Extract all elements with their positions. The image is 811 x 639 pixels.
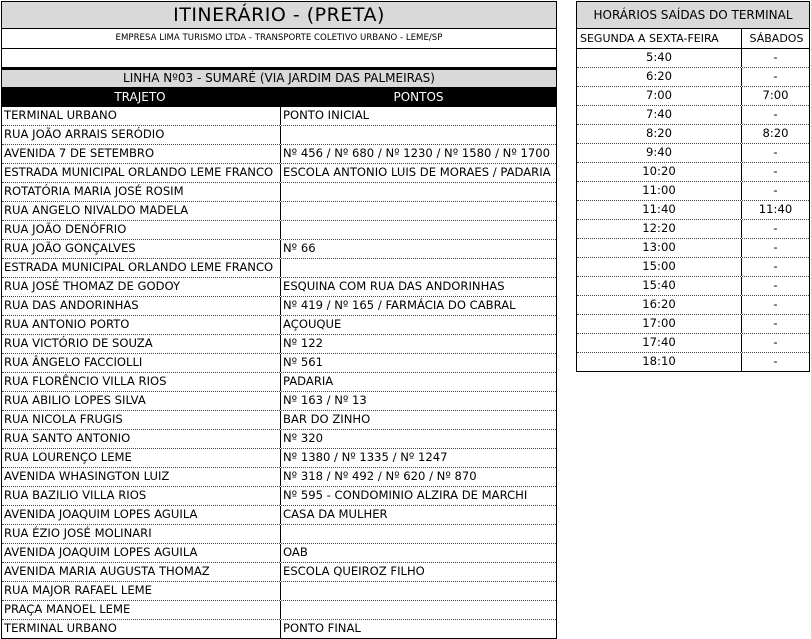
saturday-time: - (773, 50, 778, 64)
pontos-cell: BAR DO ZINHO (283, 412, 371, 426)
table-row (2, 411, 556, 430)
table-row (2, 240, 556, 259)
route-table (1, 107, 557, 639)
divider (280, 183, 281, 201)
saturday-time: - (773, 145, 778, 159)
column-header-trajeto: TRAJETO (114, 90, 166, 104)
weekday-time: 11:00 (642, 183, 676, 197)
divider (280, 449, 281, 467)
table-row (2, 468, 556, 487)
divider (280, 278, 281, 296)
trajeto-cell: AVENIDA JOAQUIM LOPES AGUILA (4, 507, 198, 521)
pontos-cell: Nº 456 / Nº 680 / Nº 1230 / Nº 1580 / Nº 1700 (283, 146, 550, 160)
trajeto-cell: RUA JOÃO GONÇALVES (4, 241, 136, 255)
weekday-time: 6:20 (645, 69, 673, 83)
pontos-cell: OAB (283, 545, 308, 559)
pontos-cell: PADARIA (283, 374, 334, 388)
pontos-cell: Nº 561 (283, 355, 323, 369)
trajeto-cell: RUA FLORÊNCIO VILLA RIOS (4, 374, 167, 388)
table-row (2, 354, 556, 373)
trajeto-cell: RUA MAJOR RAFAEL LEME (4, 583, 153, 597)
divider (280, 468, 281, 486)
weekday-time: 5:40 (645, 50, 673, 64)
table-row (2, 392, 556, 411)
trajeto-cell: RUA ANTONIO PORTO (4, 317, 130, 331)
trajeto-cell: AVENIDA JOAQUIM LOPES AGUILA (4, 545, 198, 559)
trajeto-cell: RUA JOSÉ THOMAZ DE GODOY (4, 279, 181, 293)
trajeto-cell: ESTRADA MUNICIPAL ORLANDO LEME FRANCO (4, 260, 274, 274)
divider (280, 544, 281, 562)
trajeto-cell: RUA ÉZIO JOSÉ MOLINARI (4, 526, 152, 540)
column-header-saturday: SÁBADOS (749, 32, 804, 45)
trajeto-cell: RUA ABILIO LOPES SILVA (4, 393, 146, 407)
table-row (2, 126, 556, 145)
pontos-cell: Nº 419 / Nº 165 / FARMÁCIA DO CABRAL (283, 298, 516, 312)
trajeto-cell: RUA ÂNGELO FACCIOLLI (4, 355, 143, 369)
divider (280, 240, 281, 258)
trajeto-cell: RUA BAZILIO VILLA RIOS (4, 488, 147, 502)
divider (280, 221, 281, 239)
schedule-header (576, 29, 810, 49)
trajeto-cell: PRAÇA MANOEL LEME (4, 602, 131, 616)
schedule-table (576, 49, 810, 372)
table-row (2, 601, 556, 620)
divider (280, 525, 281, 543)
table-row (2, 335, 556, 354)
trajeto-cell: AVENIDA MARIA AUGUSTA THOMAZ (4, 564, 210, 578)
trajeto-cell: ROTATÓRIA MARIA JOSÉ ROSIM (4, 184, 184, 198)
table-row (2, 107, 556, 126)
table-row (2, 544, 556, 563)
table-row (2, 563, 556, 582)
column-header-weekday: SEGUNDA A SEXTA-FEIRA (580, 32, 719, 45)
divider (280, 354, 281, 372)
trajeto-cell: RUA NICOLA FRUGIS (4, 412, 123, 426)
divider (280, 145, 281, 163)
pontos-cell: PONTO INICIAL (283, 108, 370, 122)
column-header-pontos: PONTOS (393, 90, 444, 104)
pontos-cell: Nº 163 / Nº 13 (283, 393, 367, 407)
table-row (2, 506, 556, 525)
schedule-row (577, 201, 809, 220)
table-row (2, 183, 556, 202)
pontos-cell: ESQUINA COM RUA DAS ANDORINHAS (283, 279, 505, 293)
line-name: LINHA Nº03 - SUMARÉ (VIA JARDIM DAS PALMEIRAS) (1, 68, 557, 88)
divider (280, 411, 281, 429)
schedule-row (577, 277, 809, 296)
schedule-title: HORÁRIOS SAÍDAS DO TERMINAL (576, 1, 810, 29)
saturday-time: 8:20 (762, 126, 789, 140)
trajeto-cell: RUA SANTO ANTONIO (4, 431, 131, 445)
trajeto-cell: ESTRADA MUNICIPAL ORLANDO LEME FRANCO (4, 165, 274, 179)
saturday-time: - (773, 297, 778, 311)
schedule-row (577, 258, 809, 277)
schedule-row (577, 296, 809, 315)
route-table-header (1, 88, 557, 107)
schedule-row (577, 353, 809, 371)
divider (280, 506, 281, 524)
weekday-time: 18:10 (642, 354, 676, 368)
table-row (2, 487, 556, 506)
schedule-row (577, 106, 809, 125)
divider (280, 297, 281, 315)
schedule-row (577, 315, 809, 334)
weekday-time: 15:00 (642, 259, 676, 273)
divider (280, 582, 281, 600)
divider (280, 316, 281, 334)
trajeto-cell: AVENIDA 7 DE SETEMBRO (4, 146, 155, 160)
table-row (2, 164, 556, 183)
divider (280, 601, 281, 619)
table-row (2, 373, 556, 392)
weekday-time: 9:40 (645, 145, 673, 159)
trajeto-cell: TERMINAL URBANO (4, 621, 117, 635)
pontos-cell: Nº 1380 / Nº 1335 / Nº 1247 (283, 450, 448, 464)
weekday-time: 13:00 (642, 240, 676, 254)
schedule-row (577, 182, 809, 201)
table-row (2, 221, 556, 240)
saturday-time: - (773, 183, 778, 197)
schedule-row (577, 125, 809, 144)
blank-row (1, 49, 557, 68)
divider (280, 487, 281, 505)
table-row (2, 620, 556, 638)
table-row (2, 430, 556, 449)
pontos-cell: Nº 320 (283, 431, 323, 445)
divider (280, 430, 281, 448)
saturday-time: 7:00 (762, 88, 789, 102)
divider (280, 107, 281, 125)
trajeto-cell: RUA ANGELO NIVALDO MADELA (4, 203, 189, 217)
trajeto-cell: RUA DAS ANDORINHAS (4, 298, 139, 312)
pontos-cell: PONTO FINAL (283, 621, 361, 635)
saturday-time: - (773, 164, 778, 178)
pontos-cell: ESCOLA QUEIROZ FILHO (283, 564, 425, 578)
divider (741, 29, 742, 48)
table-row (2, 582, 556, 601)
saturday-time: - (773, 221, 778, 235)
weekday-time: 7:40 (645, 107, 673, 121)
weekday-time: 16:20 (642, 297, 676, 311)
weekday-time: 12:20 (642, 221, 676, 235)
weekday-time: 10:20 (642, 164, 676, 178)
table-row (2, 449, 556, 468)
saturday-time: - (773, 278, 778, 292)
trajeto-cell: RUA VICTÓRIO DE SOUZA (4, 336, 153, 350)
trajeto-cell: AVENIDA WHASINGTON LUIZ (4, 469, 170, 483)
trajeto-cell: TERMINAL URBANO (4, 108, 117, 122)
divider (280, 126, 281, 144)
weekday-time: 15:40 (642, 278, 676, 292)
divider (280, 335, 281, 353)
divider (280, 373, 281, 391)
weekday-time: 7:00 (645, 88, 673, 102)
pontos-cell: CASA DA MULHER (283, 507, 388, 521)
weekday-time: 17:00 (642, 316, 676, 330)
table-row (2, 278, 556, 297)
pontos-cell: Nº 66 (283, 241, 316, 255)
saturday-time: - (773, 316, 778, 330)
table-row (2, 316, 556, 335)
table-row (2, 202, 556, 221)
schedule-row (577, 144, 809, 163)
pontos-cell: Nº 595 - CONDOMINIO ALZIRA DE MARCHI (283, 488, 528, 502)
company-name: EMPRESA LIMA TURISMO LTDA - TRANSPORTE COLETIVO URBANO - LEME/SP (1, 29, 557, 49)
divider (280, 202, 281, 220)
saturday-time: - (773, 107, 778, 121)
trajeto-cell: RUA JOÃO DENÓFRIO (4, 222, 127, 236)
schedule-row (577, 87, 809, 106)
table-row (2, 145, 556, 164)
schedule-row (577, 334, 809, 353)
pontos-cell: ESCOLA ANTONIO LUIS DE MORAES / PADARIA (283, 165, 551, 179)
trajeto-cell: RUA JOÃO ARRAIS SERÓDIO (4, 127, 165, 141)
weekday-time: 17:40 (642, 335, 676, 349)
schedule-row (577, 220, 809, 239)
divider (280, 563, 281, 581)
pontos-cell: Nº 318 / Nº 492 / Nº 620 / Nº 870 (283, 469, 477, 483)
saturday-time: - (773, 69, 778, 83)
saturday-time: - (773, 335, 778, 349)
schedule-row (577, 163, 809, 182)
itinerary-title: ITINERÁRIO - (PRETA) (1, 1, 557, 29)
weekday-time: 11:40 (642, 202, 676, 216)
trajeto-cell: RUA LOURENÇO LEME (4, 450, 132, 464)
pontos-cell: AÇOUQUE (283, 317, 342, 331)
saturday-time: - (773, 240, 778, 254)
saturday-time: 11:40 (758, 202, 793, 216)
divider (280, 620, 281, 638)
table-row (2, 259, 556, 278)
schedule-row (577, 49, 809, 68)
divider (280, 164, 281, 182)
saturday-time: - (773, 354, 778, 368)
divider (280, 392, 281, 410)
divider (280, 259, 281, 277)
weekday-time: 8:20 (645, 126, 673, 140)
schedule-row (577, 239, 809, 258)
schedule-row (577, 68, 809, 87)
table-row (2, 297, 556, 316)
table-row (2, 525, 556, 544)
pontos-cell: Nº 122 (283, 336, 323, 350)
saturday-time: - (773, 259, 778, 273)
